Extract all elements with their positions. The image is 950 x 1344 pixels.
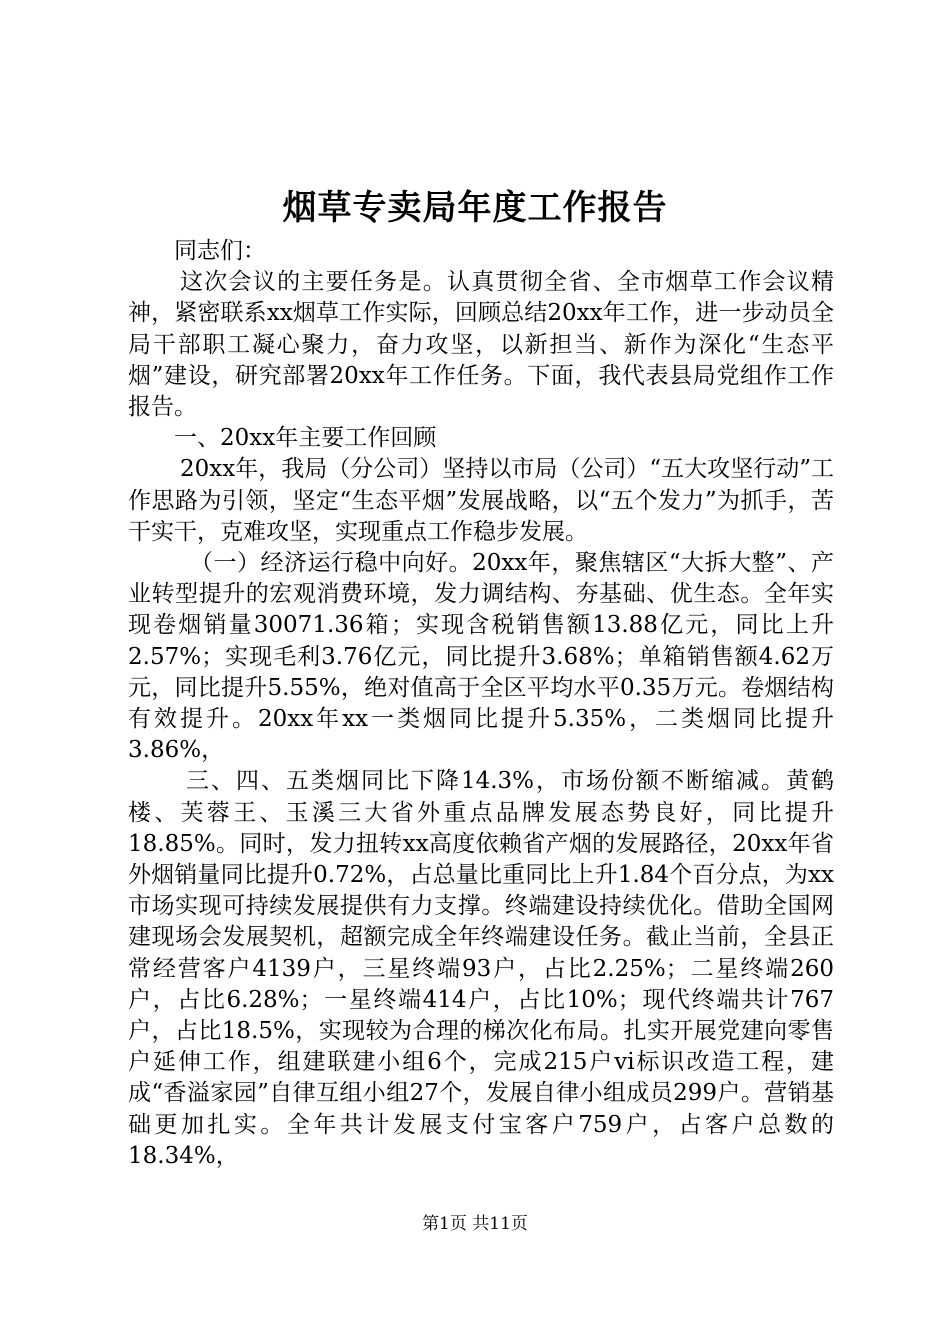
overview-paragraph: 20xx年，我局（分公司）坚持以市局（公司）“五大攻坚行动”工作思路为引领，坚定“生态平烟”发展战略，以“五个发力”为抓手，苦干实干，克难攻坚，实现重点工作稳步发展。 xyxy=(128,456,834,545)
page-number-label: 第1页 共11页 xyxy=(422,1214,528,1234)
section-heading: 一、20xx年主要工作回顾 xyxy=(174,425,437,452)
document-body xyxy=(128,236,834,1172)
intro-paragraph: 这次会议的主要任务是。认真贯彻全省、全市烟草工作会议精神，紧密联系xx烟草工作实际，回顾总结20xx年工作，进一步动员全局干部职工凝心聚力，奋力攻坚，以新担当、新作为深化“生态平烟”建设，研究部署20xx年工作任务。下面，我代表县局党组作工作报告。 xyxy=(128,269,834,421)
page-footer xyxy=(0,1212,950,1236)
salutation-paragraph: 同志们： xyxy=(174,238,266,264)
document-title: 烟草专卖局年度工作报告 xyxy=(282,188,668,228)
economy-paragraph: （一）经济运行稳中向好。20xx年，聚焦辖区“大拆大整”、产业转型提升的宏观消费环境，发力调结构、夯基础、优生态。全年实现卷烟销量30071.36箱；实现含税销售额13.88亿元，同比上升2.57%；实现毛利3.76亿元，同比提升3.68%；单箱销售额4.62万元，同比提升5.55%，绝对值高于全区平均水平0.35万元。卷烟结构有效提升。20xx年xx一类烟同比提升5.35%，二类烟同比提升3.86%， xyxy=(128,550,834,764)
market-paragraph: 三、四、五类烟同比下降14.3%，市场份额不断缩减。黄鹤楼、芙蓉王、玉溪三大省外重点品牌发展态势良好，同比提升18.85%。同时，发力扭转xx高度依赖省产烟的发展路径，20xx年省外烟销量同比提升0.72%，占总量比重同比上升1.84个百分点，为xx市场实现可持续发展提供有力支撑。终端建设持续优化。借助全国网建现场会发展契机，超额完成全年终端建设任务。截止当前，全县正常经营客户4139户，三星终端93户，占比2.25%；二星终端260户，占比6.28%；一星终端414户，占比10%；现代终端共计767户，占比18.5%，实现较为合理的梯次化布局。扎实开展党建向零售户延伸工作，组建联建小组6个，完成215户vi标识改造工程，建成“香溢家园”自律互组小组27个，发展自律小组成员299户。营销基础更加扎实。全年共计发展支付宝客户759户，占客户总数的18.34%， xyxy=(128,768,834,1169)
